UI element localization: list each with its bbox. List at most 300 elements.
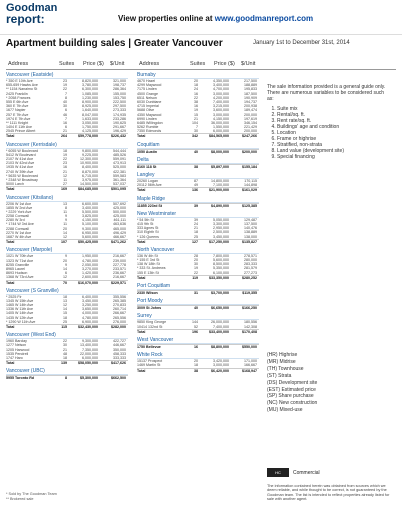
suites-cell: 27 bbox=[63, 182, 67, 187]
address-cell: 4350 Maywood bbox=[137, 112, 162, 117]
address-cell: 1205 Harwood bbox=[6, 347, 30, 352]
suites-cell: 9 bbox=[65, 254, 67, 259]
per-unit-cell: 221,429 bbox=[244, 125, 257, 130]
per-unit-cell: 273,333 bbox=[113, 108, 126, 113]
view-online-banner bbox=[118, 14, 313, 23]
suites-cell: 22 bbox=[194, 95, 198, 100]
per-unit-cell: 466,667 bbox=[113, 235, 126, 239]
price-cell: 14,800,000 bbox=[211, 179, 229, 183]
per-unit-cell: 321,000 bbox=[113, 79, 126, 83]
address-cell: 655-659 Hawks Ave bbox=[6, 83, 38, 88]
suites-cell: 24 bbox=[194, 221, 198, 226]
per-unit-cell: 200,000 bbox=[244, 129, 257, 134]
total-row bbox=[137, 149, 259, 154]
suites-cell: 8 bbox=[65, 95, 67, 100]
footnote-1: * Sold by The Goodman Team bbox=[6, 492, 57, 496]
per-unit-cell: 196,429 bbox=[113, 129, 126, 134]
address-cell: 3009 St Johns bbox=[137, 306, 162, 311]
price-cell: $32,430,000 bbox=[78, 325, 98, 329]
suites-cell: 87 bbox=[194, 179, 198, 183]
per-unit-cell: $229,571 bbox=[111, 280, 126, 285]
per-unit-cell: 458,333 bbox=[113, 351, 126, 356]
price-cell: 22,000,000 bbox=[80, 351, 98, 356]
per-unit-cell: 270,833 bbox=[113, 303, 126, 308]
area-title: North Vancouver bbox=[137, 247, 259, 254]
total-row bbox=[137, 203, 259, 208]
per-unit-cell: $471,262 bbox=[111, 240, 126, 245]
total-row bbox=[6, 324, 128, 329]
suites-cell: 16 bbox=[194, 104, 198, 109]
per-unit-cell: 425,000 bbox=[113, 214, 126, 219]
suites-cell: 19 bbox=[194, 108, 198, 113]
suites-cell: 9 bbox=[65, 214, 67, 219]
price-cell: 3,450,000 bbox=[82, 298, 98, 303]
total-row bbox=[137, 239, 259, 244]
suites-cell: 104 bbox=[192, 120, 198, 125]
total-row bbox=[6, 239, 128, 244]
per-unit-cell: 200,000 bbox=[244, 112, 257, 117]
price-cell: 8,400,000 bbox=[82, 165, 98, 170]
total-row bbox=[137, 164, 259, 169]
suites-cell: 21 bbox=[63, 347, 67, 352]
price-cell: 4,150,000 bbox=[82, 218, 98, 223]
suites-cell: 15 bbox=[63, 311, 67, 316]
price-cell: 3,000,000 bbox=[213, 363, 229, 368]
price-cell: 3,650,000 bbox=[82, 307, 98, 312]
price-cell: 9,300,000 bbox=[82, 226, 98, 231]
price-cell: 6,600,000 bbox=[82, 201, 98, 206]
website-link[interactable]: www.goodmanreport.com bbox=[214, 14, 314, 23]
address-cell: 2740 W 39th Ave bbox=[6, 169, 34, 174]
total-row bbox=[6, 280, 128, 285]
area-title: Coquitlam bbox=[137, 142, 259, 149]
per-unit-cell: 485,526 bbox=[113, 152, 126, 157]
price-cell: $58,050,000 bbox=[78, 361, 98, 366]
per-unit-cell: 222,500 bbox=[113, 99, 126, 104]
address-cell: 155 E 13th St bbox=[137, 270, 159, 275]
suites-cell: 169 bbox=[61, 187, 67, 192]
price-cell: 8,500,000 bbox=[213, 262, 229, 267]
price-cell: 3,270,000 bbox=[82, 266, 98, 271]
abbreviation-item: (EST) Estimated price bbox=[267, 386, 316, 393]
suites-cell: 9 bbox=[65, 218, 67, 223]
address-cell: * 2525 Fir bbox=[6, 294, 22, 299]
suites-cell: 25 bbox=[63, 319, 67, 324]
price-cell: 6,000,000 bbox=[213, 129, 229, 134]
per-unit-cell: 200,938 bbox=[244, 104, 257, 109]
price-cell: $8,800,000 bbox=[211, 344, 229, 349]
address-cell: 1323 W 71st Ave bbox=[6, 258, 34, 263]
area-title: Vancouver (West End) bbox=[6, 332, 128, 339]
price-cell: $5,300,000 bbox=[80, 376, 98, 381]
suites-cell: 139 bbox=[61, 361, 67, 366]
goodman-report-logo[interactable] bbox=[6, 3, 57, 25]
suites-cell: 31 bbox=[194, 291, 198, 295]
area-group bbox=[137, 72, 259, 139]
address-cell: 1336 W 11th Ave bbox=[6, 307, 34, 312]
price-cell: 5,600,000 bbox=[213, 258, 229, 263]
per-unit-cell: 500,000 bbox=[113, 209, 126, 214]
suites-cell: 7 bbox=[65, 116, 67, 121]
per-unit-cell: $135,827 bbox=[242, 239, 257, 244]
price-cell: 8,047,000 bbox=[82, 112, 98, 117]
area-title: Vancouver (Kerrisdale) bbox=[6, 142, 128, 149]
price-cell: 1,950,000 bbox=[82, 254, 98, 259]
price-cell: 2,600,000 bbox=[82, 275, 98, 280]
col1-header-price: Price ($) bbox=[83, 61, 104, 67]
suites-cell: 22 bbox=[63, 87, 67, 92]
total-row bbox=[6, 375, 128, 380]
legend-item: 6. Frame or highrise bbox=[277, 136, 392, 142]
price-cell: 12,300,000 bbox=[80, 157, 98, 161]
price-cell: 1,420,000 bbox=[82, 271, 98, 276]
title-row bbox=[6, 38, 396, 50]
address-cell: * 54 5th St bbox=[137, 217, 154, 222]
suites-cell: 8 bbox=[65, 205, 67, 210]
address-cell: * 2058 Frances bbox=[6, 95, 31, 100]
suites-cell: 25 bbox=[194, 234, 198, 239]
price-cell: 9,300,000 bbox=[82, 339, 98, 344]
suites-cell: 30 bbox=[194, 129, 198, 134]
suites-cell: 49 bbox=[194, 183, 198, 188]
address-cell: 8255 Granville bbox=[6, 262, 30, 267]
address-cell: 1935 W 41st Ave bbox=[6, 165, 34, 170]
per-unit-cell: 544,444 bbox=[113, 148, 126, 153]
per-unit-cell: 129,487 bbox=[244, 217, 257, 222]
per-unit-cell: 525,000 bbox=[113, 165, 126, 170]
total-row bbox=[137, 187, 259, 192]
abbreviation-item: (HR) Highrise bbox=[267, 352, 298, 358]
abbreviation-item: (MU) Mixed-use bbox=[267, 407, 303, 414]
address-cell: 310 Eighth St bbox=[137, 230, 159, 235]
price-cell: 3,600,000 bbox=[213, 108, 229, 113]
suites-cell: 14 bbox=[63, 307, 67, 312]
per-unit-cell: 281,579 bbox=[244, 266, 257, 271]
suites-cell: 23 bbox=[63, 161, 67, 166]
total-row bbox=[6, 133, 128, 138]
per-unit-cell: $550,000 bbox=[242, 344, 257, 349]
per-unit-cell: 144,898 bbox=[244, 183, 257, 188]
suites-cell: 11 bbox=[63, 222, 67, 227]
suites-cell: 20 bbox=[63, 226, 67, 231]
area-title: Delta bbox=[137, 157, 259, 164]
suites-cell: 12 bbox=[63, 235, 67, 239]
suites-cell: 20 bbox=[63, 258, 67, 263]
suites-cell: 7 bbox=[196, 125, 198, 130]
price-cell: $6,650,000 bbox=[211, 306, 229, 311]
total-row bbox=[137, 290, 259, 295]
abbreviation-item: (MR) Midrise bbox=[267, 358, 296, 365]
price-cell: 6,900,000 bbox=[82, 319, 98, 324]
area-group bbox=[137, 247, 259, 280]
address-cell: 9850 King George bbox=[137, 320, 167, 325]
price-cell: 3,450,000 bbox=[213, 234, 229, 239]
suites-cell: 48 bbox=[63, 351, 67, 356]
area-group bbox=[137, 157, 259, 169]
per-unit-cell: 496,429 bbox=[113, 230, 126, 235]
abbreviation-item: (ST) Strata bbox=[267, 372, 292, 379]
sales-column-middle bbox=[137, 72, 259, 376]
per-unit-cell: 170,115 bbox=[244, 179, 257, 183]
price-cell: 4,125,000 bbox=[82, 129, 98, 134]
per-unit-cell: 425,000 bbox=[113, 205, 126, 210]
price-cell: 2,500,000 bbox=[213, 230, 229, 235]
legend-item: 4. Buildings' age and condition bbox=[277, 124, 392, 130]
price-cell: 6,300,000 bbox=[82, 87, 98, 92]
price-cell: 3,420,000 bbox=[213, 359, 229, 364]
area-group bbox=[137, 283, 259, 295]
address-cell: * 155 E 3rd St bbox=[137, 258, 160, 263]
price-cell: 1,085,000 bbox=[82, 91, 98, 96]
address-cell: 415 9th St bbox=[137, 221, 154, 226]
per-unit-cell: 142,308 bbox=[244, 324, 257, 329]
area-title: Port Moody bbox=[137, 298, 259, 305]
address-cell: * 5635 W Boulevard bbox=[6, 173, 38, 178]
per-unit-cell: 465,000 bbox=[113, 226, 126, 231]
price-cell: 7,800,000 bbox=[213, 253, 229, 258]
col1-header-suites: Suites bbox=[59, 61, 75, 67]
address-cell: 1404 E 11th Ave bbox=[6, 125, 33, 130]
per-unit-cell: 350,000 bbox=[113, 347, 126, 352]
per-unit-cell: $168,947 bbox=[242, 368, 257, 373]
area-title: Vancouver (Kitsilano) bbox=[6, 195, 128, 202]
area-group bbox=[137, 172, 259, 193]
per-unit-cell: 286,364 bbox=[113, 87, 126, 92]
per-unit-cell: 355,556 bbox=[113, 294, 126, 299]
area-group bbox=[6, 288, 128, 330]
per-unit-cell: 422,381 bbox=[113, 169, 126, 174]
address-cell: 1345 W 15th Ave bbox=[6, 298, 34, 303]
price-cell: 3,825,000 bbox=[82, 214, 98, 219]
address-cell: Total bbox=[137, 188, 146, 193]
page-header bbox=[0, 0, 402, 35]
total-row bbox=[137, 305, 259, 310]
logo-line-2: report: bbox=[6, 12, 45, 26]
suites-cell: 46 bbox=[63, 112, 67, 117]
area-group bbox=[6, 332, 128, 365]
per-unit-cell: $247,266 bbox=[242, 134, 257, 139]
price-cell: 1,750,000 bbox=[82, 125, 98, 130]
price-cell: 8,870,000 bbox=[82, 169, 98, 174]
price-cell: 4,700,000 bbox=[213, 87, 229, 92]
area-title: Burnaby bbox=[137, 72, 259, 79]
price-cell: $8,000,000 bbox=[211, 149, 229, 154]
area-group bbox=[137, 352, 259, 373]
col1-header-per-unit: $/Unit bbox=[110, 61, 125, 67]
suites-cell: 9 bbox=[65, 262, 67, 267]
address-cell: 2545 Prince Albert bbox=[6, 129, 36, 134]
suites-cell: 11 bbox=[63, 209, 67, 214]
price-cell: 4,150,000 bbox=[213, 116, 229, 121]
per-unit-cell: 233,571 bbox=[113, 266, 126, 271]
col2-header-suites: Suites bbox=[190, 61, 206, 67]
abbreviation-list bbox=[267, 352, 317, 414]
area-title: Vancouver (S Granville) bbox=[6, 288, 128, 295]
address-cell: ** 1111 Knight bbox=[6, 120, 29, 125]
suites-cell: 21 bbox=[63, 169, 67, 174]
price-cell: 1,633,000 bbox=[82, 116, 98, 121]
price-cell: 6,950,000 bbox=[82, 230, 98, 235]
address-cell: Total bbox=[137, 329, 146, 334]
address-cell: Total bbox=[6, 280, 15, 285]
area-title: West Vancouver bbox=[137, 337, 259, 344]
address-cell: 4500 Grange bbox=[137, 91, 158, 96]
price-cell: 1,230,000 bbox=[82, 95, 98, 100]
per-unit-cell: 190,625 bbox=[113, 120, 126, 125]
per-unit-cell: 216,667 bbox=[113, 275, 126, 280]
price-cell: $84,565,000 bbox=[209, 134, 229, 139]
per-unit-cell: $155,184 bbox=[242, 164, 257, 169]
commercial-badge: HC bbox=[267, 468, 289, 477]
address-cell: 1974 E 7th Ave bbox=[6, 116, 31, 121]
per-unit-cell: 260,714 bbox=[113, 307, 126, 312]
address-cell: Total bbox=[6, 240, 15, 245]
area-group bbox=[137, 211, 259, 244]
suites-cell: 15 bbox=[194, 112, 198, 117]
per-unit-cell: $200,000 bbox=[242, 149, 257, 154]
address-cell: Total bbox=[137, 239, 146, 244]
price-cell: 9,225,000 bbox=[82, 152, 98, 157]
price-cell: $21,900,000 bbox=[209, 188, 229, 193]
address-cell: 1960 Barclay bbox=[6, 339, 27, 344]
address-cell: 6990 Linden bbox=[137, 116, 157, 121]
suites-cell: 14 bbox=[63, 230, 67, 235]
address-cell: 333 Agnes St bbox=[137, 226, 159, 231]
suites-cell: 13 bbox=[63, 298, 67, 303]
address-cell: 1855 W 2nd Ave bbox=[6, 205, 33, 210]
total-row bbox=[137, 344, 259, 349]
suites-cell: 119 bbox=[192, 275, 198, 280]
suites-cell: 38 bbox=[194, 164, 198, 169]
per-unit-cell: 174,935 bbox=[113, 112, 126, 117]
price-cell: $84,685,000 bbox=[78, 187, 98, 192]
price-cell: 10,900,000 bbox=[80, 161, 98, 166]
total-row bbox=[6, 360, 128, 365]
suites-cell: 264 bbox=[61, 134, 67, 139]
suites-cell: 13 bbox=[63, 201, 67, 206]
per-unit-cell: 180,556 bbox=[244, 320, 257, 325]
suites-cell: 7 bbox=[65, 91, 67, 96]
address-cell: 2330 Wilson bbox=[137, 291, 158, 295]
address-cell: 8965 Laurel bbox=[6, 266, 25, 271]
suites-cell: 16 bbox=[194, 344, 198, 349]
per-unit-cell: 236,667 bbox=[113, 271, 126, 276]
suites-cell: 18 bbox=[63, 355, 67, 360]
price-cell: 5,500,000 bbox=[82, 209, 98, 214]
address-cell: 1050 Austin bbox=[137, 149, 158, 154]
legend-item: 9. Special financing bbox=[277, 154, 392, 160]
suites-cell: 38 bbox=[194, 99, 198, 104]
per-unit-cell: $170,408 bbox=[242, 329, 257, 334]
per-unit-cell: 297,500 bbox=[113, 104, 126, 109]
total-row bbox=[137, 368, 259, 373]
per-unit-cell: 197,619 bbox=[244, 116, 257, 121]
per-unit-cell: $662,500 bbox=[111, 376, 126, 381]
area-group bbox=[6, 368, 128, 380]
per-unit-cell: 461,111 bbox=[113, 218, 126, 223]
suites-cell: 18 bbox=[63, 294, 67, 299]
suites-cell: 107 bbox=[61, 240, 67, 245]
col2-header-address: Address bbox=[139, 61, 160, 67]
per-unit-cell: 194,737 bbox=[244, 99, 257, 104]
address-cell: * 126 Queens bbox=[137, 234, 159, 239]
price-cell: $4,890,000 bbox=[211, 203, 229, 208]
suites-cell: 40 bbox=[63, 99, 67, 104]
per-unit-cell: 188,889 bbox=[244, 83, 257, 88]
per-unit-cell: 155,000 bbox=[113, 91, 126, 96]
per-unit-cell: 227,778 bbox=[113, 262, 126, 267]
area-title: Vancouver (Marpole) bbox=[6, 247, 128, 254]
price-cell: 4,780,000 bbox=[82, 258, 98, 263]
price-cell: 4,350,000 bbox=[213, 79, 229, 83]
area-title: Maple Ridge bbox=[137, 196, 259, 203]
per-unit-cell: $125,385 bbox=[242, 203, 257, 208]
legend-item: 8. Land value (development site) bbox=[277, 148, 392, 154]
per-unit-cell: 153,750 bbox=[113, 95, 126, 100]
per-unit-cell: $501,095 bbox=[111, 187, 126, 192]
area-group bbox=[6, 142, 128, 192]
logo-line-1: Goodman bbox=[6, 2, 58, 14]
per-unit-cell: 266,667 bbox=[113, 311, 126, 316]
price-cell: 14,500,000 bbox=[80, 182, 98, 187]
price-cell: 5,350,000 bbox=[213, 266, 229, 271]
price-cell: 3,300,000 bbox=[213, 221, 229, 226]
price-cell: 4,200,000 bbox=[213, 95, 229, 100]
price-cell: 6,000,000 bbox=[82, 355, 98, 360]
per-unit-cell: 140,476 bbox=[244, 226, 257, 231]
per-unit-cell: 171,000 bbox=[244, 359, 257, 364]
per-unit-cell: 346,154 bbox=[244, 120, 257, 125]
price-cell: 8,925,000 bbox=[82, 104, 98, 109]
total-row bbox=[137, 133, 259, 138]
area-group bbox=[137, 298, 259, 310]
address-cell: 360 E 7th Ave bbox=[6, 104, 29, 109]
address-cell: Total bbox=[137, 134, 146, 139]
suites-cell: 38 bbox=[194, 368, 198, 373]
address-cell: Total bbox=[6, 134, 15, 139]
area-group bbox=[137, 142, 259, 154]
address-cell: Total bbox=[6, 325, 15, 329]
suites-cell: 19 bbox=[194, 266, 198, 271]
total-row bbox=[6, 186, 128, 191]
suites-cell: 20 bbox=[194, 79, 198, 83]
price-cell: 7,350,000 bbox=[82, 347, 98, 352]
suites-cell: 16 bbox=[63, 165, 67, 170]
col2-header-price: Price ($) bbox=[214, 61, 235, 67]
per-unit-cell: 278,571 bbox=[244, 253, 257, 258]
address-cell: 4715 Imperial bbox=[137, 104, 159, 109]
banner-prefix: View properties online at bbox=[118, 14, 215, 23]
suites-cell: 136 bbox=[192, 188, 198, 193]
area-title: White Rock bbox=[137, 352, 259, 359]
area-group bbox=[6, 72, 128, 139]
suites-cell: 11 bbox=[63, 177, 67, 182]
suites-cell: 24 bbox=[194, 87, 198, 92]
address-cell: 6030 Dunblane bbox=[137, 99, 162, 104]
abbreviation-item: (SP) Share purchase bbox=[267, 393, 314, 400]
area-title: Surrey bbox=[137, 313, 259, 320]
area-title: Vancouver (Eastside) bbox=[6, 72, 128, 79]
legend-notes bbox=[267, 84, 392, 160]
suites-cell: 18 bbox=[63, 148, 67, 153]
per-unit-cell: 137,500 bbox=[244, 221, 257, 226]
price-cell: 9,800,000 bbox=[82, 148, 98, 153]
address-cell: * 1744 W 3rd Ave bbox=[6, 222, 34, 227]
suites-cell: 39 bbox=[194, 203, 198, 208]
suites-cell: 28 bbox=[194, 253, 198, 258]
price-cell: 4,000,000 bbox=[82, 311, 98, 316]
address-cell: 1435 W 12th Ave bbox=[6, 315, 34, 320]
